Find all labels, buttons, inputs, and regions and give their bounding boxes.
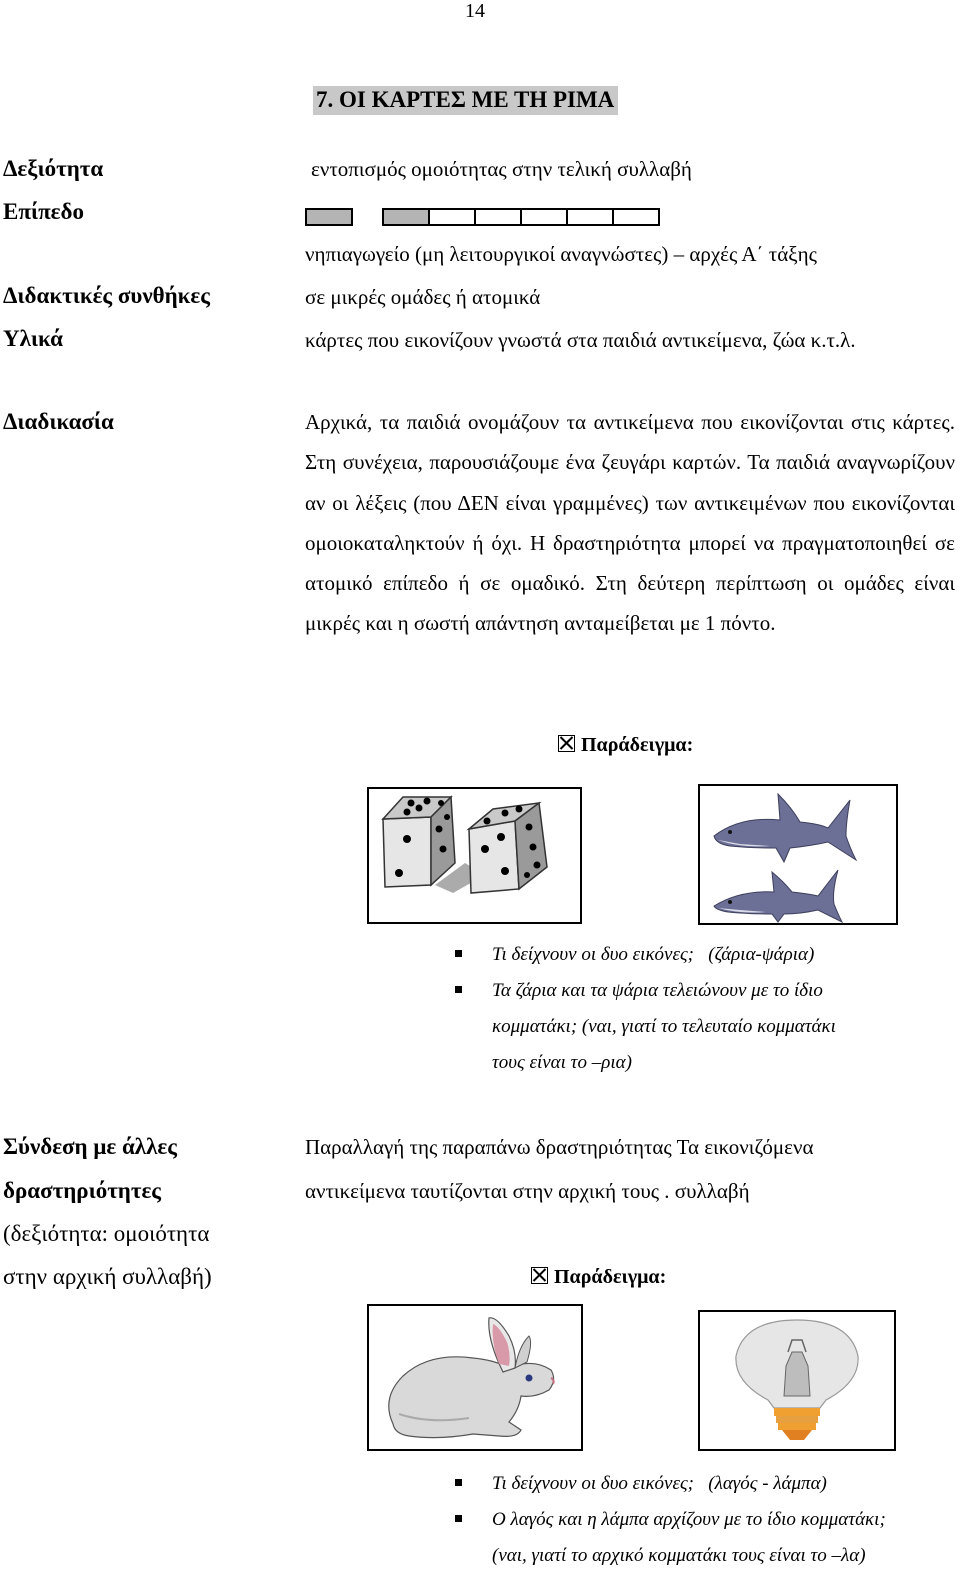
checkbox-x-icon [531, 1267, 548, 1284]
conditions-value: σε μικρές ομάδες ή ατομικά [305, 285, 541, 309]
procedure-text [305, 402, 955, 644]
conditions-label: Διδακτικές συνθήκες [3, 283, 210, 308]
scale-cell [474, 208, 522, 226]
scale-cell [566, 208, 614, 226]
example1-bullet-1: Τι δείχνουν οι δυο εικόνες; (ζάρια-ψάρια) [492, 937, 912, 973]
skill-label: Δεξιότητα [3, 156, 104, 181]
dice-icon [369, 789, 580, 922]
links-text-line2: αντικείμενα ταυτίζονται στην αρχική τους . συλλαβή [305, 1179, 750, 1203]
scale-cell-filled [382, 208, 430, 226]
materials-label: Υλικά [3, 326, 63, 351]
example2-bullet-1: Τι δείχνουν οι δυο εικόνες; (λαγός - λάμπα) [492, 1466, 932, 1502]
materials-value: κάρτες που εικονίζουν γνωστά στα παιδιά αντικείμενα, ζώα κ.τ.λ. [305, 328, 856, 352]
procedure-label: Διαδικασία [3, 409, 114, 434]
example2-title: Παράδειγμα: [531, 1266, 666, 1289]
scale-cell [612, 208, 660, 226]
lightbulb-icon [700, 1312, 894, 1449]
links-label-line2: δραστηριότητες [3, 1178, 161, 1203]
bullet-square-icon [455, 950, 462, 957]
rabbit-icon [369, 1306, 581, 1449]
rabbit-picture [367, 1304, 583, 1451]
links-text-line1: Παραλλαγή της παραπάνω δραστηριότητας Τα εικονιζόμενα [305, 1135, 814, 1159]
lightbulb-picture [698, 1310, 896, 1451]
links-label-line1: Σύνδεση με άλλες [3, 1134, 177, 1159]
links-note-line1: (δεξιότητα: ομοιότητα [3, 1221, 210, 1246]
bullet-square-icon [455, 1515, 462, 1522]
page-number: 14 [465, 0, 485, 22]
level-value: νηπιαγωγείο (μη λειτουργικοί αναγνώστες) – αρχές Α΄ τάξης [305, 242, 817, 266]
example1-title: Παράδειγμα: [558, 734, 693, 757]
level-label: Επίπεδο [3, 199, 84, 224]
scale-cell [520, 208, 568, 226]
shark-icon [700, 786, 896, 923]
scale-cell [428, 208, 476, 226]
dice-picture [367, 787, 582, 924]
example2-bullet-2: Ο λαγός και η λάμπα αρχίζουν με το ίδιο κομματάκι; (ναι, γιατί το αρχικό κομματάκι τους είναι το –λα) [492, 1502, 942, 1574]
skill-value: εντοπισμός ομοιότητας στην τελική συλλαβή [311, 157, 692, 181]
links-note-line2: στην αρχική συλλαβή) [3, 1264, 212, 1289]
procedure-paragraph: Αρχικά, τα παιδιά ονομάζουν τα αντικείμενα που εικονίζονται στις κάρτες. Στη συνέχεια, παρουσιάζουμε ένα ζευγάρι καρτών. Τα παιδιά αναγνωρίζουν αν οι λέξεις (που ΔΕΝ είναι γραμμένες) των αντικειμένων που εικονίζονται ομοιοκαταληκτούν ή όχι. Η δραστηριότητα μπορεί να πραγματοποιηθεί σε ατομικό επίπεδο ή σε ομαδικό. Στη δεύτερη περίπτωση οι ομάδες είναι μικρές και η σωστή απάντηση ανταμείβεται με 1 πόντο. [305, 410, 955, 636]
sharks-picture [698, 784, 898, 925]
bullet-square-icon [455, 986, 462, 993]
bullet-square-icon [455, 1479, 462, 1486]
section-title: 7. ΟΙ ΚΑΡΤΕΣ ΜΕ ΤΗ ΡΙΜΑ [313, 86, 618, 115]
level-scale [305, 208, 665, 226]
example1-bullet-2: Τα ζάρια και τα ψάρια τελειώνουν με το ίδιο κομματάκι; (ναι, γιατί το τελευταίο κομματάκι τους είναι το –ρια) [492, 973, 912, 1081]
checkbox-x-icon [558, 735, 575, 752]
scale-cell-filled [305, 208, 353, 226]
